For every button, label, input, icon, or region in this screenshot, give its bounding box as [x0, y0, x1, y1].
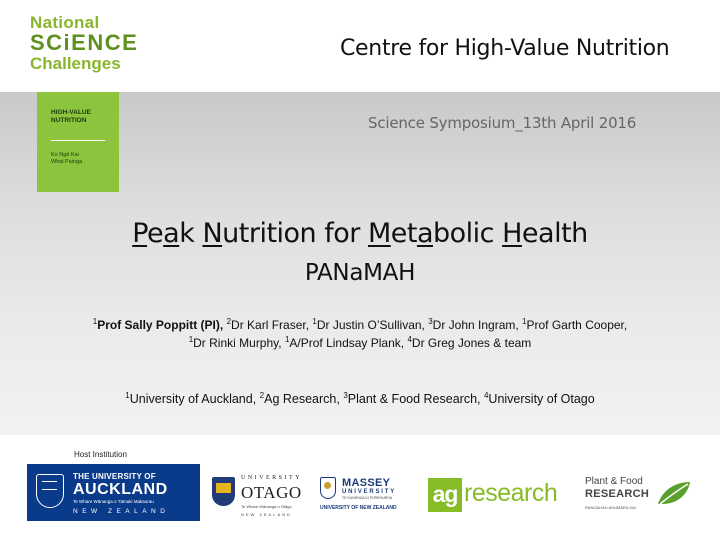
plant-and-food-research-logo: [585, 474, 695, 520]
tab-maori-line2: Whai Painga: [51, 159, 83, 165]
affiliation: Ag Research,: [264, 392, 344, 406]
auckland-logo-line4: NEW ZEALAND: [73, 508, 170, 515]
massey-university-logo: [318, 475, 410, 515]
tab-heading-line2: NUTRITION: [51, 117, 87, 124]
tab-heading: [51, 109, 91, 125]
affiliations: [0, 392, 720, 406]
author-sup: 3: [428, 317, 433, 326]
project-title: [0, 218, 720, 249]
national-science-challenges-logo: [30, 14, 140, 72]
centre-title: Centre for High-Value Nutrition: [340, 36, 670, 61]
auckland-logo-line2: AUCKLAND: [73, 481, 168, 498]
affiliation-sup: 2: [259, 390, 265, 400]
title-seg-4: N: [202, 218, 223, 249]
author-sup: 1: [312, 317, 317, 326]
otago-logo-line3: Te Whare Wānanga o Otāgo: [241, 504, 292, 509]
author-name: Dr Rinki Murphy,: [193, 336, 285, 350]
author-sup: 1: [522, 317, 527, 326]
affiliation-sup: 3: [343, 390, 348, 400]
title-seg-8: a: [416, 218, 433, 249]
author-sup: 4: [407, 335, 412, 344]
massey-crest-icon: [320, 477, 336, 499]
author-sup: 1: [188, 335, 194, 344]
nsc-logo-line3: Challenges: [30, 54, 121, 73]
agresearch-ag-box: ag: [428, 478, 462, 512]
authors-line-2: [0, 336, 720, 350]
auckland-crest-icon: [36, 474, 64, 508]
affiliation: University of Auckland,: [129, 392, 260, 406]
authors-line-1: [0, 318, 720, 332]
nsc-logo-line2: SCiENCE: [30, 30, 139, 55]
university-of-auckland-logo: [27, 464, 200, 521]
massey-logo-line3: TE KUNENGA KI PŪREHUROA: [342, 496, 393, 500]
tab-heading-line1: HIGH-VALUE: [51, 109, 91, 116]
pf-logo-line1: Plant & Food: [585, 476, 643, 487]
otago-logo-line4: NEW ZEALAND: [241, 512, 292, 517]
title-seg-3: k: [179, 218, 203, 249]
title-seg-2: a: [163, 218, 180, 249]
pf-logo-line3: RANGAHAU AHUMĀRA KAI: [585, 505, 636, 510]
leaf-icon: [656, 480, 692, 508]
university-of-otago-logo: [212, 472, 302, 518]
author-name: Dr Justin O’Sullivan,: [316, 318, 429, 332]
nsc-logo-line1: National: [30, 13, 100, 32]
massey-logo-line2: UNIVERSITY: [342, 489, 397, 495]
title-seg-10: H: [502, 218, 522, 249]
affiliation-sup: 4: [483, 390, 489, 400]
auckland-logo-line1: THE UNIVERSITY OF: [73, 472, 156, 481]
high-value-nutrition-tab: [37, 92, 119, 192]
affiliation: Plant & Food Research,: [347, 392, 484, 406]
author-sup: 1: [284, 335, 290, 344]
otago-logo-line1: UNIVERSITY: [241, 475, 302, 481]
author-name: Dr Karl Fraser,: [231, 318, 313, 332]
header: [0, 0, 720, 92]
author-sup: 1: [92, 317, 98, 326]
title-seg-0: P: [132, 218, 148, 249]
agresearch-wordmark: research: [464, 479, 558, 507]
author-name: Dr John Ingram,: [432, 318, 523, 332]
author-name: A/Prof Lindsay Plank,: [289, 336, 408, 350]
symposium-date: Science Symposium_13th April 2016: [368, 114, 637, 132]
tab-maori-line1: Ko Ngā Kai: [51, 152, 79, 158]
title-seg-1: e: [147, 218, 164, 249]
pf-logo-line2: RESEARCH: [585, 488, 650, 500]
title-seg-11: ealth: [521, 218, 588, 249]
title-seg-5: utrition for: [222, 218, 368, 249]
author-name-lead: Prof Sally Poppitt (PI),: [97, 318, 224, 332]
otago-logo-line2: OTAGO: [241, 483, 302, 502]
project-acronym: PANaMAH: [304, 260, 416, 286]
title-seg-6: M: [367, 218, 391, 249]
otago-shield-icon: [212, 477, 235, 506]
author-name: Prof Garth Cooper,: [526, 318, 628, 332]
tab-divider: [51, 140, 105, 141]
author-name: Dr Greg Jones & team: [411, 336, 532, 350]
author-sup: 2: [226, 317, 232, 326]
tab-maori-text: [51, 152, 82, 166]
massey-logo-line4: UNIVERSITY OF NEW ZEALAND: [320, 505, 397, 511]
massey-logo-line1: MASSEY: [342, 477, 391, 489]
host-institution-label: Host Institution: [74, 450, 127, 459]
affiliation: University of Otago: [488, 392, 595, 406]
title-seg-9: bolic: [433, 218, 503, 249]
auckland-logo-line3: Te Whare Wānanga o Tāmaki Makaurau: [73, 499, 154, 504]
affiliation-sup: 1: [125, 390, 130, 400]
title-seg-7: et: [390, 218, 417, 249]
